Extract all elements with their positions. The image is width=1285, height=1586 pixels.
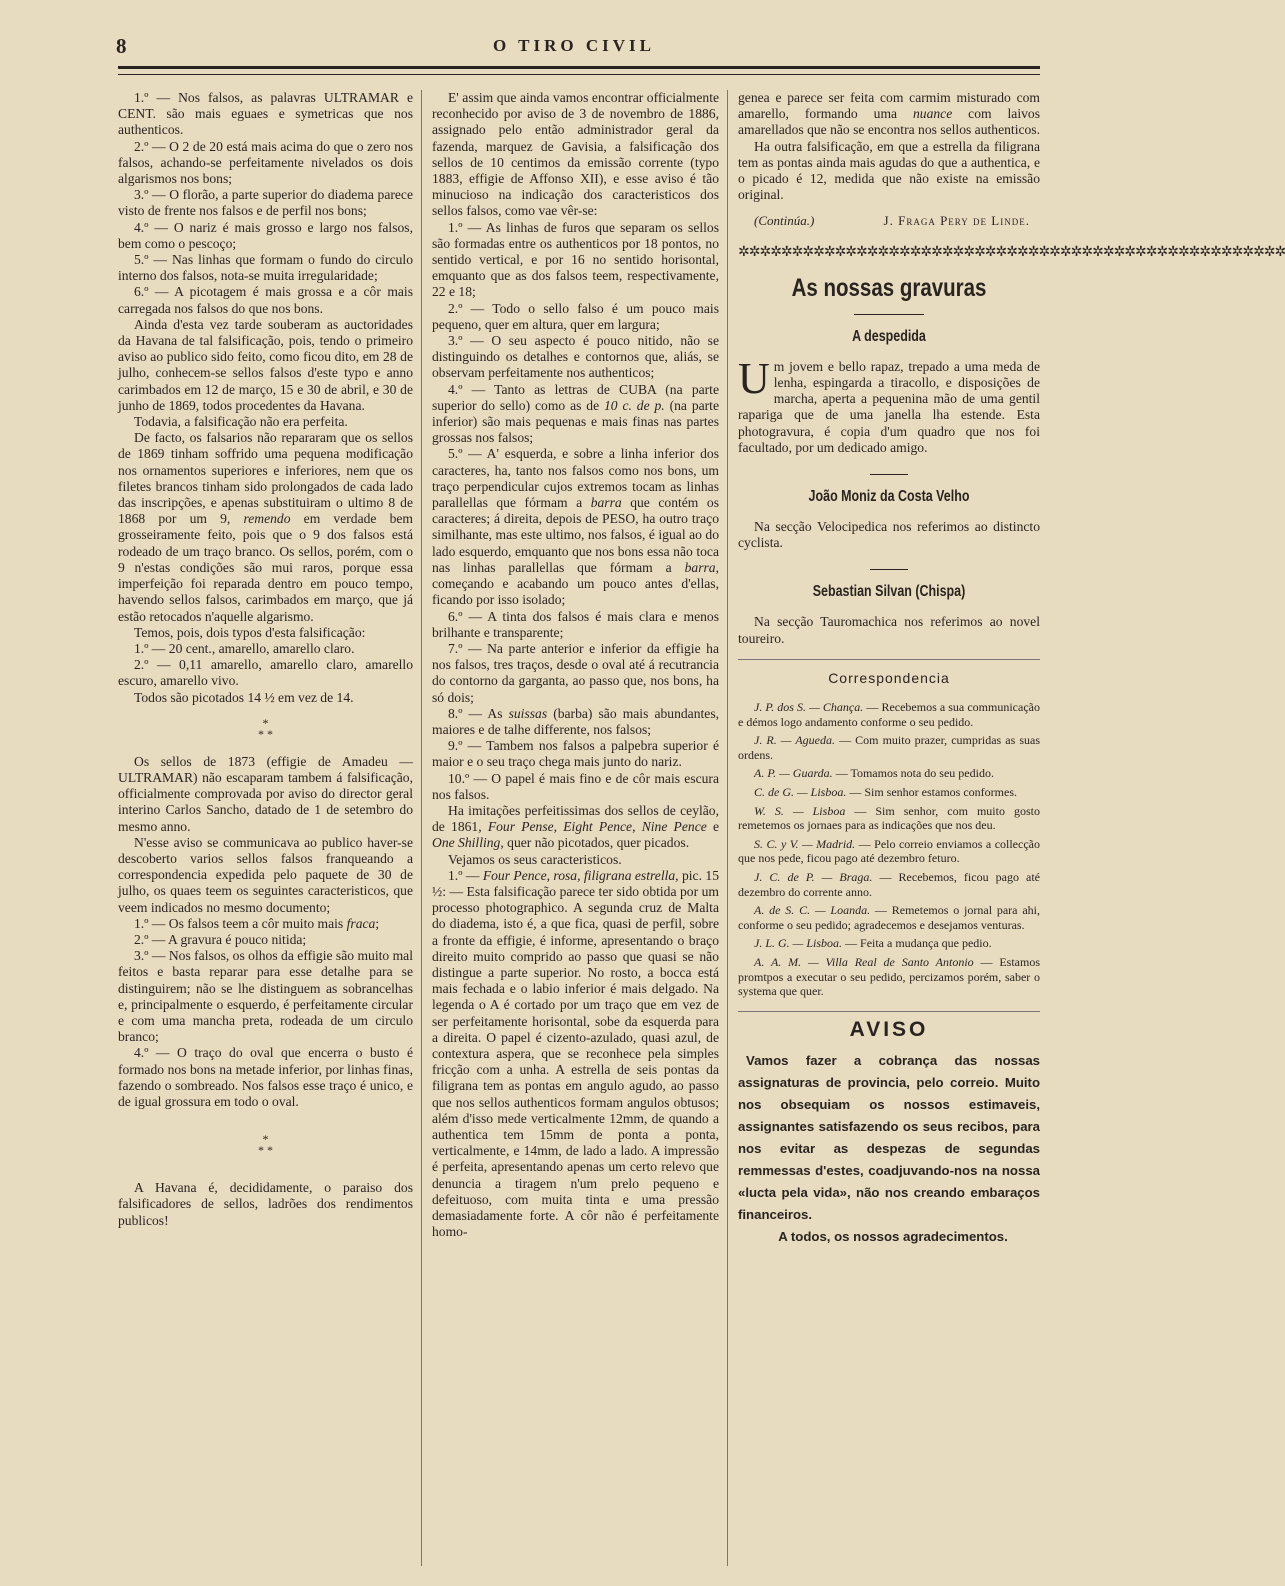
- italic-span: barra: [590, 495, 622, 511]
- paragraph: 2.º — Todo o sello falso é um pouco mais pequeno, quer em altura, quer em largura;: [432, 300, 719, 332]
- column-1: [118, 90, 422, 1566]
- italic-span: One Shilling: [432, 835, 501, 851]
- paragraph: 3.º — Nos falsos, os olhos da effigie são muito mal feitos e basta reparar para esse detalhe para se distinguirem; não se lhe distinguem as sobrancelhas e, principalmente o esquerdo, é perfeitamente circular e com uma mancha preta, rodeada de um circulo branco;: [118, 948, 413, 1045]
- correspondent: J. C. de P. — Braga.: [754, 870, 873, 884]
- paragraph: 1.º — Nos falsos, as palavras ULTRAMAR e CENT. são mais eguaes e symetricas que nos authenticos.: [118, 90, 413, 138]
- paragraph: Na secção Velocipedica nos referimos ao distincto cyclista.: [738, 519, 1040, 551]
- correspondence-item: [738, 903, 1040, 932]
- correspondent: A. de S. C. — Loanda.: [754, 903, 871, 918]
- page-header: [66, 34, 1052, 58]
- italic-span: barra: [684, 559, 716, 575]
- italic-span: nuance: [912, 106, 953, 122]
- correspondent: A. A. M. — Villa Real de Santo Antonio: [754, 954, 974, 969]
- column-2: [422, 90, 728, 1566]
- paragraph: [432, 803, 719, 852]
- paragraph: 5.º — Nas linhas que formam o fundo do circulo interno dos falsos, nota-se muita irregularidade;: [118, 252, 413, 284]
- correspondent: J. L. G. — Lisboa.: [754, 936, 843, 951]
- correspondent: W. S. — Lisboa: [754, 803, 846, 818]
- correspondence-item: [738, 936, 1040, 951]
- paragraph: [118, 430, 413, 624]
- paragraph: [432, 706, 719, 738]
- paragraph: A todos, os nossos agradecimentos.: [778, 1228, 1008, 1244]
- subsection-title: A despedida: [852, 327, 926, 345]
- asterism: * * *: [258, 715, 273, 741]
- paragraph: 7.º — Na parte anterior e inferior da effigie ha nos falsos, tres traços, desde o oval até á recutrancia do contorno da garganta, ao passo que, nos bons, ha só dois;: [432, 640, 719, 705]
- ornamental-divider: ✲✲✲✲✲✲✲✲✲✲✲✲✲✲✲✲✲✲✲✲✲✲✲✲✲✲✲✲✲✲✲✲✲✲✲✲✲✲✲✲✲✲✲✲✲✲✲✲✲✲✲: [738, 243, 1285, 260]
- paragraph: Os sellos de 1873 (effigie de Amadeu — ULTRAMAR) não escaparam tambem á falsificação, officialmente comprovada por aviso do director geral interino Carlos Sancho, datado de 1 de setembro do mesmo anno.: [118, 753, 413, 834]
- correspondence-item: [738, 785, 1040, 800]
- divider: [738, 659, 1040, 660]
- drop-cap: U: [738, 353, 770, 403]
- paragraph: [738, 353, 1040, 456]
- correspondence-text: — Sim senhor, com muito gosto remetemos os jornaes para as indicações que nos deu.: [738, 803, 1040, 833]
- subsection-title: Sebastian Silvan (Chispa): [812, 583, 966, 601]
- paragraph: 4.º — O nariz é mais grosso e largo nos falsos, bem como o pescoço;: [118, 219, 413, 251]
- paragraph: [738, 90, 1040, 139]
- correspondent: A. P. — Guarda.: [754, 766, 833, 781]
- paragraph: 1.º — As linhas de furos que separam os sellos são formadas entre os authenticos por 18 pontos, no sentido vertical, e por 16 no sentido horisontal, emquanto que as dos falsos teem, respectivamente, 22 e 18;: [432, 219, 719, 300]
- paragraph: [432, 868, 719, 1241]
- correspondence-item: [738, 870, 1040, 899]
- text-span: em verdade bem grosseiramente feito, pois que o 9 dos falsos está rodeado de um traço branco. Os sellos, porém, com o 9 n'estas condições são mui raros, porque essa imperfeição foi reparada dentro em pouco tempo, havendo sellos falsos, carimbados em março, que já estão retocados n'aquelle algarismo.: [118, 511, 413, 624]
- correspondence-text: — Com muito prazer, cumpridas as suas ordens.: [738, 733, 1041, 762]
- header-rule: [118, 66, 1040, 75]
- correspondence-text: — Pelo correio enviamos a collecção que nos pede, ficou pago até dezembro feturo.: [738, 836, 1040, 866]
- notice-title: AVISO: [849, 1017, 929, 1041]
- text-span: 4.º — Tanto as lettras de CUBA (na parte superior do sello) como as de: [432, 381, 719, 413]
- paragraph: Todos são picotados 14 ½ em vez de 14.: [134, 689, 354, 705]
- paragraph: 3.º — O seu aspecto é pouco nitido, não se distinguindo os detalhes e contornos que, aliás, se observam perfeitamente nos authenticos;: [432, 333, 719, 381]
- paragraph: 6.º — A tinta dos falsos é mais clara e menos brilhante e transparente;: [432, 608, 719, 640]
- subsection-text: [738, 353, 1040, 456]
- paragraph: Vejamos os seus caracteristicos.: [448, 851, 622, 867]
- text-span: 8.º — As: [448, 705, 509, 721]
- paragraph: A Havana é, decididamente, o paraiso dos falsificadores de sellos, ladrões dos rendimentos publicos!: [118, 1180, 413, 1228]
- text-span: 1.º — Os falsos teem a côr muito mais: [134, 915, 347, 931]
- correspondence-text: — Tomamos nota do seu pedido.: [832, 766, 994, 781]
- correspondence-item: [738, 955, 1040, 999]
- text-span: 1.º —: [448, 867, 483, 883]
- text-span: com laivos amarellados que não se encontra nos sellos authenticos.: [738, 106, 1040, 138]
- paragraph: Ha outra falsificação, em que a estrella da filigrana tem as pontas ainda mais agudas do que a authentica, e o picado é 12, medida que não existe na emissão original.: [738, 138, 1040, 203]
- divider: [738, 1011, 1040, 1012]
- paragraph: 3.º — O florão, a parte superior do diadema parece visto de frente nos falsos e de perfil nos bons;: [118, 187, 413, 219]
- correspondence-text: — Sim senhor estamos conformes.: [846, 785, 1017, 800]
- paragraph: 2.º — 0,11 amarello, amarello claro, amarello escuro, amarello vivo.: [118, 657, 413, 689]
- page-number: 8: [116, 34, 128, 58]
- divider: [870, 474, 908, 475]
- text-span: , começando e acabando um pouco antes d'ellas, ficando por isso isolado;: [432, 559, 719, 608]
- paragraph: 9.º — Tambem nos falsos a palpebra superior é maior e o seu traço chega mais junto do nariz.: [432, 738, 719, 770]
- author-signature: J. Fraga Pery de Linde.: [883, 213, 1030, 229]
- correspondence-text: — Estamos promtpos a executar o seu pedido, percizamos porém, saber o systema que quer.: [738, 954, 1041, 999]
- paragraph: 10.º — O papel é mais fino e de côr mais escura nos falsos.: [432, 770, 719, 802]
- correspondent: S. C. y V. — Madrid.: [754, 836, 856, 851]
- correspondence-item: [738, 766, 1040, 781]
- divider: [854, 314, 924, 315]
- paragraph: [432, 446, 719, 608]
- text-span: De facto, os falsarios não repararam que os sellos de 1869 tinham soffrido uma pequena modificação nos ornamentos superiores e inferiores, nem que os filetes brancos tinham sido prolongados de cada lado das inscripções, e apenas substituiram o ultimo 8 de 1868 por um 9,: [118, 430, 413, 527]
- section-title: As nossas gravuras: [791, 273, 987, 302]
- italic-span: Four Pence, rosa, filigrana estrella: [482, 867, 676, 883]
- paragraph: E' assim que ainda vamos encontrar officialmente reconhecido por aviso de 3 de novembro de 1886, assignado pelo então administrador geral da fazenda, marquez de Gavisia, a falsificação dos sellos de 10 centimos da emissão corrente (typo 1883, effigie de Affonso XII), e esse aviso é tão minucioso na indicação dos caracteristicos dos sellos falsos, como vae vêr-se:: [432, 90, 719, 219]
- correspondence-text: — Feita a mudança que pedio.: [842, 936, 992, 951]
- paragraph: 4.º — O traço do oval que encerra o busto é formado nos bons na metade inferior, por linhas finas, fazendo o sombreado. Nos falsos esse traço é unico, e de igual grossura em todo o oval.: [118, 1045, 413, 1109]
- italic-span: 10 c. de p.: [604, 397, 665, 413]
- text-span: genea e parece ser feita com carmim misturado com amarello, formando uma: [738, 90, 1040, 122]
- paragraph: Na secção Tauromachica nos referimos ao novel toureiro.: [738, 614, 1040, 646]
- correspondence-item: [738, 700, 1040, 729]
- text-span: Ha imitações perfeitissimas dos sellos de ceylão, de 1861,: [432, 802, 719, 835]
- correspondence-text: — Recebemos a sua communicação e démos logo andamento conforme o seu pedido.: [738, 700, 1040, 729]
- asterism: * * *: [258, 1132, 273, 1158]
- paragraph: Vamos fazer a cobrança das nossas assignaturas de provincia, pelo correio. Muito nos obsequiam os nossos estimaveis, assignantes satisfazendo os seus recibos, para nos evitar as despezas de segundas remmessas d'estes, coadjuvando-nos na nossa «lucta pela vida», não nos creando embaraços financeiros.: [738, 1052, 1040, 1222]
- paragraph: Todavia, a falsificação não era perfeita.: [134, 414, 348, 430]
- text-span: que contém os caracteres; á direita, depois de PESO, ha outro traço similhante, mas este ultimo, nos falsos, é igual ao do lado esquerdo, emquanto que nos bons essa não toca nas linhas parallellas que fórmam a: [432, 495, 719, 575]
- correspondent: C. de G. — Lisboa.: [754, 785, 847, 800]
- italic-span: suissas: [508, 705, 548, 721]
- paragraph: 2.º — A gravura é pouco nitida;: [134, 931, 307, 947]
- continued-note: (Continúa.): [754, 213, 815, 229]
- correspondence-item: [738, 733, 1040, 762]
- notice-text: [738, 1050, 1040, 1248]
- text-span: 5.º — A' esquerda, e sobre a linha inferior dos caracteres, ha, tanto nos falsos como nos bons, um traço perpendicular cujos extremos tocam as linhas parallellas que fórmam a: [432, 446, 719, 511]
- text-span: e: [706, 819, 719, 835]
- paragraph: 2.º — O 2 de 20 está mais acima do que o zero nos falsos, achando-se perfeitamente nivelados os dois algarismos nos bons;: [118, 138, 413, 187]
- paragraph: Ainda d'esta vez tarde souberam as auctoridades da Havana de tal falsificação, pois, tendo o primeiro aviso ao publico sido feito, como ficou dito, em 28 de julho, conhecem-se sellos falsos d'este typo e anno carimbados em 12 de março, 15 e 30 de abril, e 30 de junho de 1869, todos procedentes da Havana.: [118, 316, 413, 413]
- paragraph: [118, 916, 413, 932]
- italic-span: fraca: [346, 915, 376, 931]
- italic-span: remendo: [243, 511, 291, 527]
- correspondence-item: [738, 804, 1040, 833]
- text-span: (barba) são mais abundantes, maiores e de talhe differente, nos falsos;: [432, 705, 720, 737]
- text-span: m jovem e bello rapaz, trepado a uma meda de lenha, espingarda a tiracollo, e disposições de marcha, aperta a pequenina mão de uma gentil rapariga que de uma janella lha estende. Esta photogravura, é copia d'um quadro que nos foi facultado, por um dedicado amigo.: [738, 358, 1040, 455]
- correspondence-text: — Remetemos o jornal para ahi, conforme o seu pedido; agradecemos e desejamos venturas.: [738, 903, 1040, 932]
- paragraph: Temos, pois, dois typos d'esta falsificação:: [134, 624, 366, 640]
- correspondence-item: [738, 837, 1040, 866]
- text-span: , pic. 15 ½: — Esta falsificação parece ter sido obtida por um processo photographico. A segunda cruz de Malta do diadema, isto é, a que fica, quasi de perfil, sobre a fronte da effigie, é informe, apresentando o braço direito muito comprido ao passo que quasi se não distingue a parte superior. No rosto, a bocca está mais fechada e o labio inferior é mais delgado. Na legenda o A é cortado por um traço que em vez de ser perfeitamente horisontal, sobe da esquerda para a direita. O papel é cizento-azulado, quasi azul, de contextura aspera, que se reconhece pela simples fricção com a unha. A estrella de seis pontas da filigrana tem as pontas em angulo agudo, ao passo que nos sellos authenticos formam angulos obtusos; além d'isso mede verticalmente 12mm, de quando a authentica tem 15mm de ponta a ponta, verticalmente, e 14mm, de lado a lado. A impressão é perfeita, apresentando apenas um certo relevo que denuncia a tiragem n'um prelo pequeno e defeituoso, com muita tinta e uma pressão demasiadamente forte. A côr não é perfeitamente homo-: [432, 867, 719, 1240]
- correspondence-title: Correspondencia: [828, 669, 950, 686]
- paragraph: N'esse aviso se communicava ao publico haver-se descoberto varios sellos falsos franqueando a correspondencia expedida pelo paquete de 30 de julho, os quaes teem os seguintes caracteristicos, que veem indicados no mesmo documento;: [118, 834, 413, 915]
- text-span: (na parte inferior) são mais pequenas e mais finas nas partes grossas nos falsos;: [432, 397, 719, 446]
- column-3: [728, 90, 1285, 1566]
- paragraph: 1.º — 20 cent., amarello, amarello claro.: [134, 640, 355, 656]
- article-signature: [738, 213, 1040, 229]
- columns: [118, 90, 1285, 1566]
- text-span: , quer não picotados, quer picados.: [500, 835, 690, 851]
- correspondent: J. P. dos S. — Chança.: [754, 700, 864, 715]
- paragraph: 6.º — A picotagem é mais grossa e a côr mais carregada nos falsos do que nos bons.: [118, 284, 413, 316]
- text-span: ;: [375, 915, 380, 931]
- subsection-title: João Moniz da Costa Velho: [808, 488, 970, 506]
- correspondence-text: — Recebemos, ficou pago até dezembro do corrente anno.: [738, 870, 1041, 899]
- correspondent: J. R. — Agueda.: [754, 733, 835, 748]
- divider: [870, 569, 908, 570]
- correspondence-list: [738, 700, 1040, 999]
- paragraph: [432, 382, 719, 447]
- page-title: O TIRO CIVIL: [493, 36, 655, 55]
- italic-span: Four Pense, Eight Pence, Nine Pence: [487, 819, 707, 835]
